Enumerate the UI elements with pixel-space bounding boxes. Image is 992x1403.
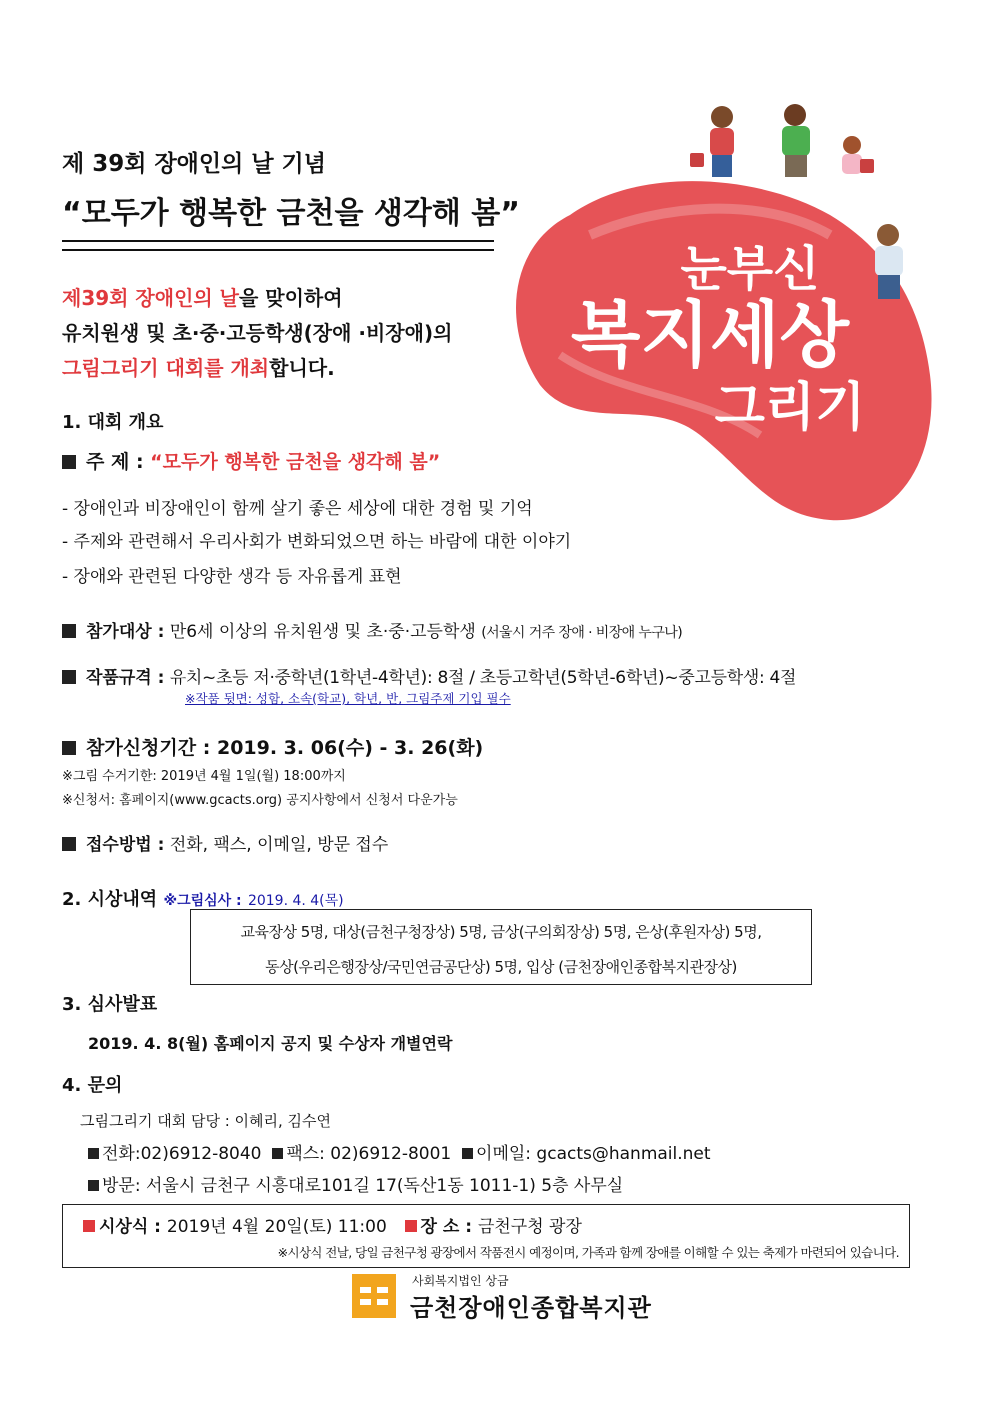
hero-svg — [500, 95, 950, 525]
ceremony-datetime: 2019년 4월 20일(토) 11:00 — [166, 1217, 387, 1237]
kid-figure-center — [782, 104, 810, 177]
hero-line1: 눈부신 — [680, 241, 820, 297]
spec-label: 작품규격 : — [86, 668, 165, 688]
intro-line-1 — [62, 282, 343, 311]
top-title: 제 39회 장애인의 날 기념 — [62, 151, 326, 177]
target-row — [62, 617, 682, 642]
double-rule-divider — [62, 240, 494, 251]
square-bullet-icon — [88, 1180, 99, 1191]
section2-heading — [62, 885, 344, 911]
hero-line3: 그리기 — [714, 378, 866, 438]
theme-label: 주 제 : — [86, 451, 144, 473]
awards-line-2: 동상(우리은행장상/국민연금공단상) 5명, 입상 (금천장애인종합복지관장상) — [265, 958, 737, 976]
kid-figure-left — [710, 106, 734, 177]
contact-line — [88, 1139, 711, 1164]
contact-fax: 팩스: 02)6912-8001 — [286, 1144, 452, 1164]
hero-illustration — [500, 95, 950, 525]
contact-email[interactable]: 이메일: gcacts@hanmail.net — [476, 1144, 711, 1164]
intro-highlight-3: 그림그리기 대회를 개최 — [62, 356, 270, 380]
period-row — [62, 733, 483, 760]
judging-label: ※그림심사 : — [163, 893, 242, 909]
ceremony-box — [62, 1204, 910, 1268]
awards-line-1: 교육장상 5명, 대상(금천구청장상) 5명, 금상(구의회장상) 5명, 은상(후원자상) 5명, — [240, 923, 762, 941]
method-label: 접수방법 : — [86, 835, 165, 855]
org-logo-icon — [352, 1274, 396, 1318]
square-bullet-icon — [272, 1148, 283, 1159]
square-bullet-icon — [62, 670, 76, 684]
contact-phone: 전화:02)6912-8040 — [102, 1144, 262, 1164]
target-value: 만6세 이상의 유치원생 및 초·중·고등학생 — [169, 622, 476, 642]
method-value: 전화, 팩스, 이메일, 방문 접수 — [169, 835, 389, 855]
announcement: 2019. 4. 8(월) 홈페이지 공지 및 수상자 개별연락 — [88, 1034, 453, 1053]
kid-figure-small — [842, 136, 862, 174]
ceremony-place-label: 장 소 : — [420, 1217, 473, 1237]
ceremony-place: 금천구청 광장 — [477, 1217, 582, 1237]
period-value: 2019. 3. 06(수) - 3. 26(화) — [216, 737, 484, 759]
intro-text-3: 합니다. — [269, 356, 335, 380]
period-label: 참가신청기간 : — [86, 737, 211, 759]
target-extra: (서울시 거주 장애 · 비장애 누구나) — [481, 625, 683, 641]
spec-value: 유치~초등 저·중학년(1학년-4학년): 8절 / 초등고학년(5학년-6학년)~중고등학생: 4절 — [169, 668, 797, 688]
intro-line-3 — [62, 352, 335, 381]
square-bullet-icon — [62, 455, 76, 469]
ceremony-note: ※시상식 전날, 당일 금천구청 광장에서 작품전시 예정이며, 가족과 함께 장애를 이해할 수 있는 축제가 마련되어 있습니다. — [277, 1245, 899, 1260]
square-bullet-icon — [88, 1148, 99, 1159]
contact-person: 그림그리기 대회 담당 : 이혜리, 김수연 — [80, 1112, 332, 1130]
theme-bullet-2: - 주제와 관련해서 우리사회가 변화되었으면 하는 바람에 대한 이야기 — [62, 532, 572, 552]
theme-row — [62, 447, 440, 474]
square-bullet-icon — [62, 624, 76, 638]
section2-title: 2. 시상내역 — [62, 889, 158, 910]
awards-box — [190, 909, 812, 985]
spec-row — [62, 663, 796, 688]
red-square-bullet-icon — [405, 1220, 417, 1232]
ceremony-line — [83, 1212, 582, 1237]
intro-text-1: 을 맞이하여 — [239, 286, 343, 310]
square-bullet-icon — [62, 837, 76, 851]
deadline-note: ※그림 수거기한: 2019년 4월 1일(월) 18:00까지 — [62, 769, 346, 784]
visit-line — [88, 1171, 623, 1196]
hero-line2: 복지세상 — [570, 293, 850, 377]
org-subtitle: 사회복지법인 상금 — [412, 1274, 509, 1288]
visit-address: 방문: 서울시 금천구 시흥대로101길 17(독산1동 1011-1) 5층 사무실 — [102, 1176, 624, 1196]
red-square-bullet-icon — [83, 1220, 95, 1232]
kid-figure-right — [875, 224, 903, 299]
theme-bullet-3: - 장애와 관련된 다양한 생각 등 자유롭게 표현 — [62, 567, 402, 587]
spec-note: ※작품 뒷면: 성함, 소속(학교), 학년, 반, 그림주제 기입 필수 — [185, 691, 511, 706]
theme-bullet-1: - 장애인과 비장애인이 함께 살기 좋은 세상에 대한 경험 및 기억 — [62, 499, 533, 519]
section4-heading: 4. 문의 — [62, 1075, 123, 1096]
section1-heading: 1. 대회 개요 — [62, 412, 164, 433]
method-row — [62, 830, 388, 855]
square-bullet-icon — [462, 1148, 473, 1159]
square-bullet-icon — [62, 741, 76, 755]
intro-highlight-1: 제39회 장애인의 날 — [62, 286, 239, 310]
theme-value: “모두가 행복한 금천을 생각해 봄” — [150, 451, 441, 473]
section3-heading: 3. 심사발표 — [62, 994, 158, 1015]
main-slogan: “모두가 행복한 금천을 생각해 봄” — [62, 196, 520, 231]
org-name: 금천장애인종합복지관 — [410, 1294, 652, 1322]
form-note: ※신청서: 홈페이지(www.gcacts.org) 공지사항에서 신청서 다운가능 — [62, 793, 458, 808]
judging-date: 2019. 4. 4(목) — [247, 893, 344, 909]
intro-line-2: 유치원생 및 초·중·고등학생(장애 ·비장애)의 — [62, 321, 453, 345]
target-label: 참가대상 : — [86, 622, 165, 642]
ceremony-label: 시상식 : — [99, 1217, 161, 1237]
